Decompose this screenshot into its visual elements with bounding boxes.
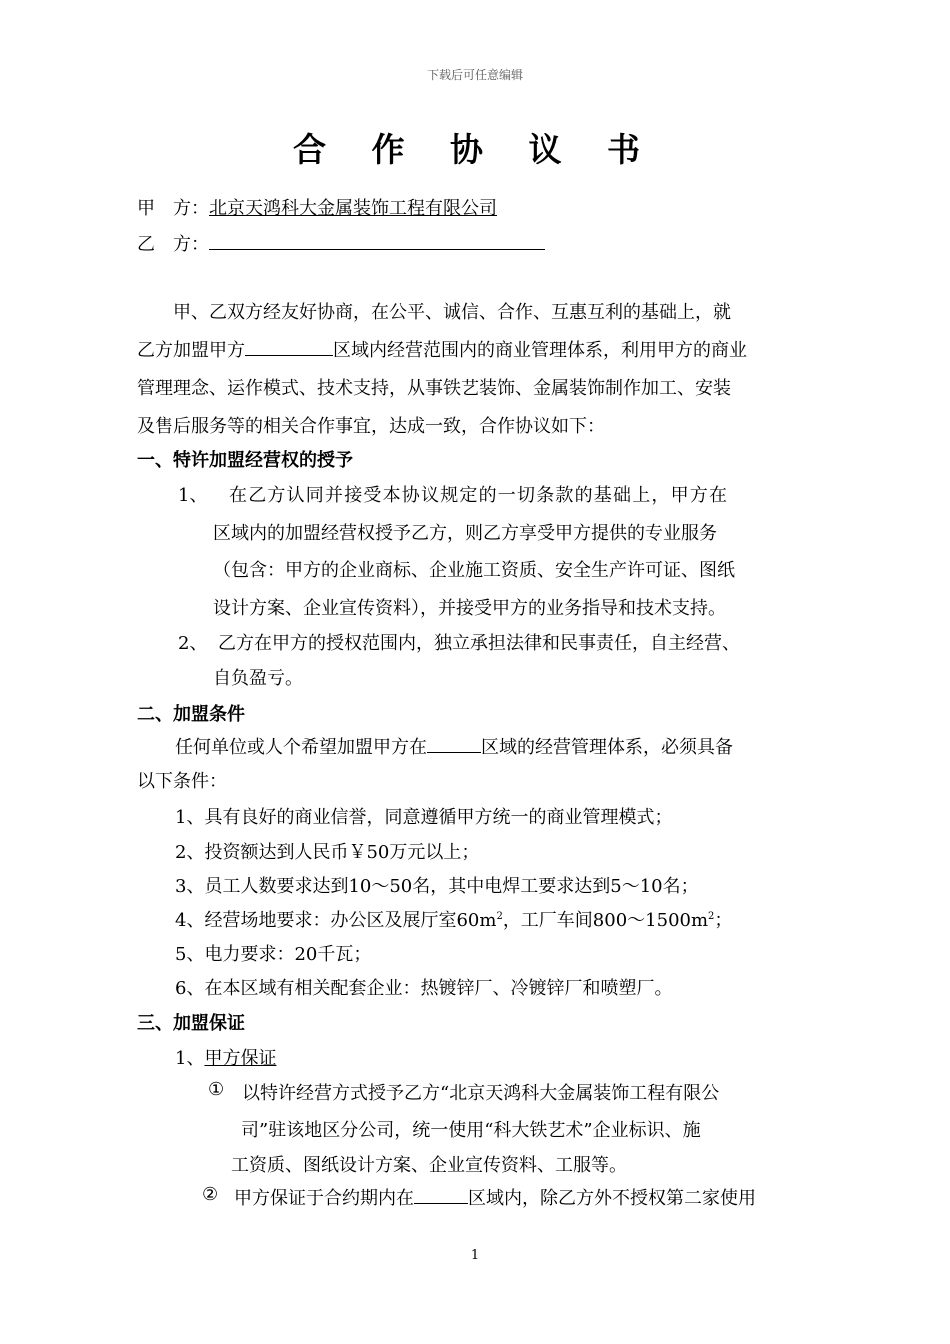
s3-point-1-line-1: 以特许经营方式授予乙方“北京天鸿科大金属装饰工程有限公 (242, 1083, 720, 1104)
s3-sub-number: 1、 (175, 1048, 205, 1069)
s2-condition-4-c: ； (714, 910, 733, 931)
s3-subheading (175, 1044, 276, 1070)
s3-region-blank (414, 1185, 468, 1204)
s3-point-2-number: ② (202, 1184, 219, 1205)
intro-line-3: 管理理念、运作模式、技术支持，从事铁艺装饰、金属装饰制作加工、安装 (137, 378, 731, 399)
s3-point-1-line-2: 司”驻该地区分公司，统一使用“科大铁艺术”企业标识、施 (241, 1120, 701, 1141)
s2-intro-end: 区域的经营管理体系，必须具备 (481, 737, 733, 758)
s1-item-2-number: 2、 (178, 633, 208, 654)
s1-item-2-line-1: 乙方在甲方的授权范围内，独立承担法律和民事责任，自主经营、 (218, 633, 740, 654)
s2-intro-line-1 (175, 733, 733, 759)
sup-2-b: 2 (708, 911, 715, 922)
s2-condition-2: 2、投资额达到人民币￥50万元以上； (175, 842, 480, 863)
s1-item-1-line-1: 在乙方认同并接受本协议规定的一切条款的基础上，甲方在 (229, 485, 729, 506)
party-b-line (137, 230, 545, 256)
s1-item-1-line-4: 设计方案、企业宣传资料），并接受甲方的业务指导和技术支持。 (213, 598, 726, 619)
s1-item-1-line-2: 区域内的加盟经营权授予乙方，则乙方享受甲方提供的专业服务 (213, 523, 717, 544)
party-b-blank (209, 231, 545, 250)
party-a-name: 北京天鸿科大金属装饰工程有限公司 (209, 198, 497, 219)
s2-region-blank (427, 734, 481, 753)
page-number: 1 (470, 1248, 480, 1263)
s2-condition-3: 3、员工人数要求达到10～50名，其中电焊工要求达到5～10名； (175, 876, 699, 897)
region-blank (245, 337, 333, 356)
section-3-heading: 三、加盟保证 (137, 1013, 245, 1034)
s3-point-1-number: ① (208, 1079, 225, 1100)
s2-condition-4 (175, 906, 732, 932)
s2-condition-5: 5、电力要求：20千瓦； (175, 944, 372, 965)
party-b-label: 乙 方： (137, 234, 209, 255)
party-a-line (137, 194, 497, 220)
s1-item-1-line-3: （包含：甲方的企业商标、企业施工资质、安全生产许可证、图纸 (213, 560, 735, 581)
s3-sub-title: 甲方保证 (204, 1048, 277, 1069)
page-header: 下载后可任意编辑 (426, 68, 523, 82)
s3-point-1-line-3: 工资质、图纸设计方案、企业宣传资料、工服等。 (231, 1155, 627, 1176)
intro-line-2-end: 区域内经营范围内的商业管理体系，利用甲方的商业 (333, 340, 747, 361)
section-1-heading: 一、特许加盟经营权的授予 (137, 450, 353, 471)
document-title: 合 作 协 议 书 (293, 130, 657, 169)
s3-point-2-line-1 (234, 1184, 756, 1210)
intro-line-1: 甲、乙双方经友好协商，在公平、诚信、合作、互惠互利的基础上，就 (173, 302, 731, 323)
intro-line-4: 及售后服务等的相关合作事宜，达成一致，合作协议如下： (137, 416, 605, 437)
s2-condition-1: 1、具有良好的商业信誉，同意遵循甲方统一的商业管理模式； (175, 807, 673, 828)
s1-item-1-number: 1、 (178, 485, 208, 506)
s1-item-2-line-2: 自负盈亏。 (213, 668, 303, 689)
s3-point-2-start: 甲方保证于合约期内在 (234, 1188, 414, 1209)
intro-line-2-start: 乙方加盟甲方 (137, 340, 245, 361)
intro-line-2 (137, 336, 747, 362)
s2-condition-4-b: ，工厂车间800～1500m (502, 910, 709, 931)
s2-condition-4-a: 4、经营场地要求：办公区及展厅室60m (175, 910, 497, 931)
s2-intro-start: 任何单位或人个希望加盟甲方在 (175, 737, 427, 758)
section-2-heading: 二、加盟条件 (137, 704, 245, 725)
sup-2-a: 2 (496, 911, 503, 922)
s3-point-2-end: 区域内，除乙方外不授权第二家使用 (468, 1188, 756, 1209)
s2-intro-line-2: 以下条件： (137, 771, 227, 792)
s2-condition-6: 6、在本区域有相关配套企业：热镀锌厂、冷镀锌厂和喷塑厂。 (175, 978, 673, 999)
party-a-label: 甲 方： (137, 198, 209, 219)
